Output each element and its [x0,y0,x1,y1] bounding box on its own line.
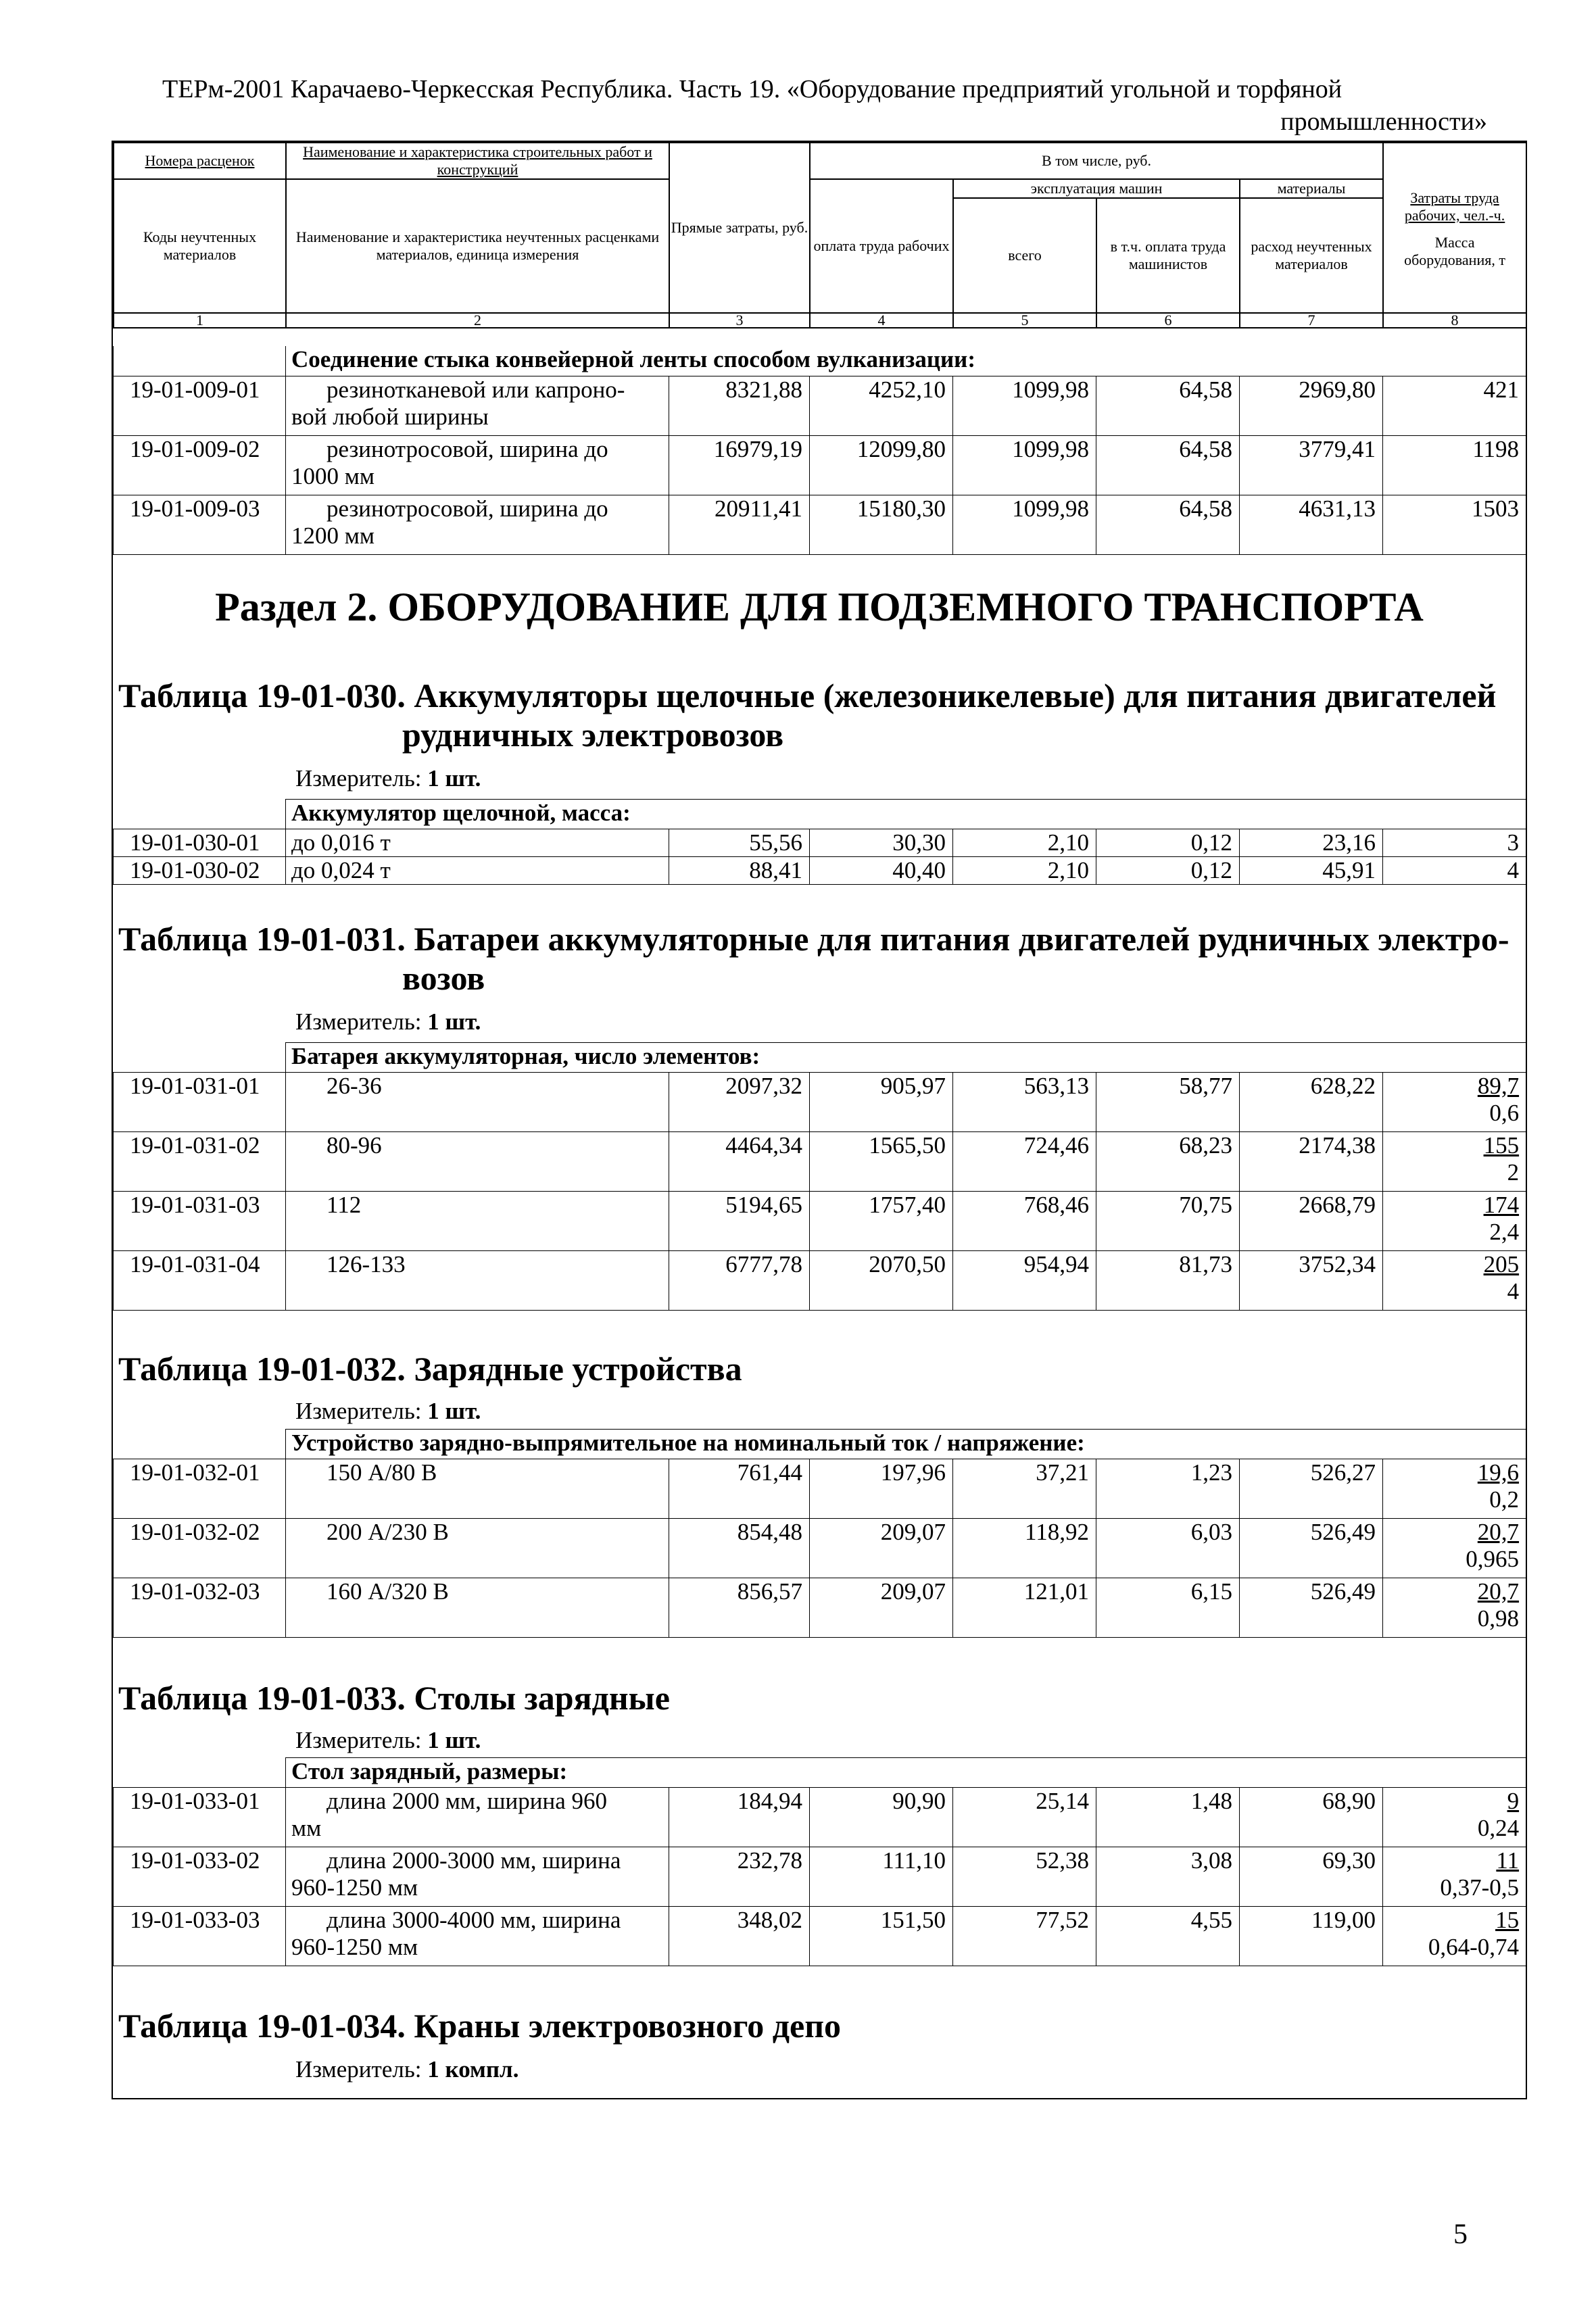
rate-name [286,495,669,554]
fraction-top: 15 [1495,1907,1520,1933]
measure-value: 1 шт. [427,765,481,791]
fraction [1440,1847,1519,1901]
cell-labor: 40,40 [810,857,953,885]
materials-header: материалы [1240,179,1383,198]
cell-labor: 905,97 [810,1073,953,1132]
col8-header [1383,143,1526,313]
colnum-5: 5 [953,313,1096,328]
cell-operators: 0,12 [1096,857,1240,885]
cell-labor-hours: 1503 [1383,495,1526,554]
cell-machines: 1099,98 [953,376,1096,435]
rate-name-line1: резинотканевой или капроно- [327,376,625,403]
fraction-bottom: 4 [1507,1278,1520,1305]
measure-label: Измеритель: [295,1008,422,1035]
cell-machines: 37,21 [953,1459,1096,1519]
exploit-header: эксплуатация машин [953,179,1240,198]
cell-direct: 55,56 [669,829,810,857]
cell-machines: 118,92 [953,1519,1096,1578]
cell-operators: 58,77 [1096,1073,1240,1132]
rate-code: 19-01-032-02 [114,1519,286,1578]
measure-value: 1 шт. [427,1008,481,1035]
fraction-bottom: 0,24 [1477,1815,1520,1841]
cell-labor-hours [1383,1132,1526,1192]
col1-top: Номера расценок [114,143,286,179]
table-title-line1: Таблица 19-01-031. Батареи аккумуляторные для питания двигателей рудничных электро- [118,920,1509,958]
measure-unit [295,1008,481,1035]
measure-unit [295,2056,518,2083]
cell-labor: 209,07 [810,1578,953,1638]
cell-materials: 4631,13 [1240,495,1383,554]
rate-name: 80-96 [286,1132,669,1192]
rate-code: 19-01-033-03 [114,1907,286,1966]
rate-name-line1: резинотросовой, ширина до [327,435,608,462]
col7-header: расход неучтенных материалов [1240,198,1383,313]
rate-code: 19-01-033-02 [114,1847,286,1907]
cell-labor-hours: 1198 [1383,435,1526,495]
measure-unit [295,1398,481,1425]
cell-labor: 90,90 [810,1788,953,1847]
rate-name [286,1847,669,1907]
table-19-01-031 [113,1042,1526,1311]
cell-operators: 6,15 [1096,1578,1240,1638]
col2-top: Наименование и характеристика строительных работ и конструкций [286,143,669,179]
rate-code: 19-01-009-01 [114,376,286,435]
col3-header: Прямые затраты, руб. [669,143,810,313]
cell-labor: 2070,50 [810,1251,953,1311]
cell-labor: 197,96 [810,1459,953,1519]
cell-direct: 8321,88 [669,376,810,435]
fraction [1484,1192,1520,1246]
group-title: Соединение стыка конвейерной ленты способом вулканизации: [291,346,975,372]
cell-direct: 20911,41 [669,495,810,554]
colnum-2: 2 [286,313,669,328]
cell-direct: 232,78 [669,1847,810,1907]
cell-operators: 0,12 [1096,829,1240,857]
cell-labor-hours [1383,1192,1526,1251]
rate-code: 19-01-032-03 [114,1578,286,1638]
measure-label: Измеритель: [295,765,422,791]
cell-labor-hours [1383,1907,1526,1966]
cell-materials: 2174,38 [1240,1132,1383,1192]
page-header [162,73,1487,138]
cell-operators: 1,48 [1096,1788,1240,1847]
fraction-top: 155 [1483,1132,1520,1159]
fraction-bottom: 0,2 [1489,1486,1520,1513]
colnum-1: 1 [114,313,286,328]
cell-operators: 81,73 [1096,1251,1240,1311]
cell-materials: 119,00 [1240,1907,1383,1966]
cell-labor: 151,50 [810,1907,953,1966]
fraction-top: 89,7 [1477,1073,1520,1099]
col2-bottom: Наименование и характеристика неучтенных расценками материалов, единица измерения [286,179,669,313]
colnum-3: 3 [669,313,810,328]
rate-code: 19-01-031-01 [114,1073,286,1132]
fraction-bottom: 2,4 [1489,1219,1520,1245]
cell-labor-hours: 421 [1383,376,1526,435]
fraction-bottom: 0,98 [1477,1605,1520,1632]
cell-materials: 628,22 [1240,1073,1383,1132]
cell-machines: 121,01 [953,1578,1096,1638]
group-title: Стол зарядный, размеры: [286,1758,1526,1788]
incl-header: В том числе, руб. [810,143,1383,179]
rate-name: 160 А/320 В [286,1578,669,1638]
cell-machines: 77,52 [953,1907,1096,1966]
cell-machines: 25,14 [953,1788,1096,1847]
cell-direct: 5194,65 [669,1192,810,1251]
table-19-01-032 [113,1429,1526,1638]
fraction-top: 11 [1496,1847,1520,1874]
fraction-bottom: 0,37-0,5 [1440,1874,1520,1901]
cell-direct: 2097,32 [669,1073,810,1132]
rate-name [286,376,669,435]
group-title: Устройство зарядно-выпрямительное на номинальный ток / напряжение: [286,1430,1526,1459]
cell-machines: 954,94 [953,1251,1096,1311]
cell-machines: 768,46 [953,1192,1096,1251]
cell-machines: 1099,98 [953,435,1096,495]
table-19-01-009 [113,346,1526,555]
colnum-7: 7 [1240,313,1383,328]
group-title: Батарея аккумуляторная, число элементов: [286,1043,1526,1073]
cell-labor-hours [1383,1578,1526,1638]
cell-labor-hours [1383,1847,1526,1907]
fraction [1484,1251,1520,1305]
colnum-4: 4 [810,313,953,328]
cell-operators: 64,58 [1096,376,1240,435]
table-19-01-033 [113,1757,1526,1966]
rate-code: 19-01-032-01 [114,1459,286,1519]
measure-label: Измеритель: [295,1727,422,1753]
rate-code: 19-01-031-03 [114,1192,286,1251]
rate-name: до 0,024 т [286,857,669,885]
fraction-bottom: 2 [1507,1159,1520,1186]
section-title: Раздел 2. ОБОРУДОВАНИЕ ДЛЯ ПОДЗЕМНОГО ТРАНСПОРТА [215,585,1424,629]
cell-machines: 1099,98 [953,495,1096,554]
rate-name-line2: 960-1250 мм [291,1934,418,1960]
cell-machines: 2,10 [953,829,1096,857]
col5-header: всего [953,198,1096,313]
cell-operators: 70,75 [1096,1192,1240,1251]
rate-name [286,1907,669,1966]
rate-name-line1: резинотросовой, ширина до [327,495,608,522]
fraction [1484,1132,1520,1186]
cell-materials: 3779,41 [1240,435,1383,495]
table-title-line2: возов [402,959,485,997]
rate-name-line2: 960-1250 мм [291,1874,418,1901]
fraction [1478,1578,1519,1632]
cell-operators: 64,58 [1096,435,1240,495]
rate-code: 19-01-033-01 [114,1788,286,1847]
table-title-034 [118,2006,1518,2045]
col8-bottom: Масса оборудования, т [1404,234,1505,268]
rate-name: 126-133 [286,1251,669,1311]
rate-code: 19-01-031-04 [114,1251,286,1311]
header-line2: промышленности» [1280,107,1487,136]
fraction-top: 9 [1507,1788,1520,1814]
cell-materials: 526,49 [1240,1578,1383,1638]
cell-labor-hours [1383,1251,1526,1311]
cell-labor: 111,10 [810,1847,953,1907]
cell-direct: 4464,34 [669,1132,810,1192]
header-line1: ТЕРм-2001 Карачаево-Черкесская Республика. Часть 19. «Оборудование предприятий угольной и торфяной [162,75,1343,103]
column-header [113,142,1527,328]
fraction-top: 174 [1483,1192,1520,1218]
cell-labor: 1757,40 [810,1192,953,1251]
cell-labor-hours: 4 [1383,857,1526,885]
rate-code: 19-01-030-01 [114,829,286,857]
col4-header: оплата труда рабочих [810,179,953,313]
cell-materials: 526,27 [1240,1459,1383,1519]
cell-operators: 68,23 [1096,1132,1240,1192]
col8-top: Затраты труда рабочих, чел.-ч. [1404,189,1505,224]
rate-name: 150 А/80 В [286,1459,669,1519]
cell-materials: 23,16 [1240,829,1383,857]
rate-name-line2: вой любой ширины [291,403,489,430]
rate-name: 200 А/230 В [286,1519,669,1578]
rate-code: 19-01-009-03 [114,495,286,554]
table-title-031 [118,919,1518,998]
measure-value: 1 компл. [427,2056,519,2082]
cell-direct: 16979,19 [669,435,810,495]
cell-machines: 724,46 [953,1132,1096,1192]
col6-header: в т.ч. оплата труда машинистов [1096,198,1240,313]
colnum-6: 6 [1096,313,1240,328]
cell-labor: 15180,30 [810,495,953,554]
cell-materials: 68,90 [1240,1788,1383,1847]
cell-labor: 209,07 [810,1519,953,1578]
fraction [1466,1519,1519,1573]
rate-code: 19-01-031-02 [114,1132,286,1192]
cell-direct: 761,44 [669,1459,810,1519]
document-frame [112,141,1527,2099]
table-title-line1: Таблица 19-01-033. Столы зарядные [118,1679,670,1717]
table-title-033 [118,1678,1518,1717]
cell-materials: 526,49 [1240,1519,1383,1578]
fraction [1478,1073,1519,1127]
measure-value: 1 шт. [427,1398,481,1424]
cell-operators: 4,55 [1096,1907,1240,1966]
table-title-line1: Таблица 19-01-030. Аккумуляторы щелочные (железоникелевые) для питания двигателей [118,677,1497,714]
rate-name-line2: мм [291,1815,322,1841]
cell-operators: 3,08 [1096,1847,1240,1907]
cell-operators: 1,23 [1096,1459,1240,1519]
measure-value: 1 шт. [427,1727,481,1753]
rate-name: 26-36 [286,1073,669,1132]
cell-machines: 52,38 [953,1847,1096,1907]
fraction-bottom: 0,965 [1466,1546,1520,1572]
measure-label: Измеритель: [295,1398,422,1424]
cell-labor: 12099,80 [810,435,953,495]
cell-labor: 30,30 [810,829,953,857]
rate-name: 112 [286,1192,669,1251]
measure-label: Измеритель: [295,2056,422,2082]
table-19-01-030 [113,799,1526,885]
measure-unit [295,765,481,792]
rate-code: 19-01-030-02 [114,857,286,885]
fraction-top: 205 [1483,1251,1520,1277]
colnum-8: 8 [1383,313,1526,328]
cell-direct: 348,02 [669,1907,810,1966]
rate-name-line1: длина 3000-4000 мм, ширина [327,1907,621,1933]
rate-name-line2: 1000 мм [291,462,375,489]
cell-labor: 1565,50 [810,1132,953,1192]
cell-labor-hours [1383,1459,1526,1519]
fraction [1428,1907,1519,1961]
cell-machines: 563,13 [953,1073,1096,1132]
cell-materials: 45,91 [1240,857,1383,885]
fraction-top: 20,7 [1477,1578,1520,1605]
col1-bottom: Коды неучтенных материалов [114,179,286,313]
cell-direct: 6777,78 [669,1251,810,1311]
fraction-bottom: 0,6 [1489,1100,1520,1126]
table-title-line1: Таблица 19-01-032. Зарядные устройства [118,1350,742,1388]
rate-name: до 0,016 т [286,829,669,857]
cell-labor: 4252,10 [810,376,953,435]
cell-direct: 184,94 [669,1788,810,1847]
fraction-top: 20,7 [1477,1519,1520,1545]
fraction-bottom: 0,64-0,74 [1428,1934,1520,1960]
cell-materials: 3752,34 [1240,1251,1383,1311]
cell-direct: 854,48 [669,1519,810,1578]
fraction-top: 19,6 [1477,1459,1520,1486]
cell-labor-hours [1383,1788,1526,1847]
rate-name-line1: длина 2000 мм, ширина 960 [327,1788,607,1814]
cell-operators: 6,03 [1096,1519,1240,1578]
cell-direct: 856,57 [669,1578,810,1638]
page-number: 5 [1453,2219,1468,2250]
cell-labor-hours: 3 [1383,829,1526,857]
fraction [1478,1459,1519,1513]
cell-materials: 2668,79 [1240,1192,1383,1251]
table-title-030 [118,676,1518,754]
cell-materials: 2969,80 [1240,376,1383,435]
table-title-line1: Таблица 19-01-034. Краны электровозного депо [118,2007,842,2045]
rate-name-line1: длина 2000-3000 мм, ширина [327,1847,621,1874]
fraction [1478,1788,1519,1842]
table-title-line2: рудничных электровозов [402,716,784,754]
cell-operators: 64,58 [1096,495,1240,554]
rate-name [286,1788,669,1847]
cell-labor-hours [1383,1519,1526,1578]
rate-code: 19-01-009-02 [114,435,286,495]
measure-unit [295,1727,481,1754]
cell-materials: 69,30 [1240,1847,1383,1907]
cell-direct: 88,41 [669,857,810,885]
cell-labor-hours [1383,1073,1526,1132]
cell-machines: 2,10 [953,857,1096,885]
group-title: Аккумулятор щелочной, масса: [286,800,1526,829]
rate-name [286,435,669,495]
table-title-032 [118,1349,1518,1388]
rate-name-line2: 1200 мм [291,522,375,549]
